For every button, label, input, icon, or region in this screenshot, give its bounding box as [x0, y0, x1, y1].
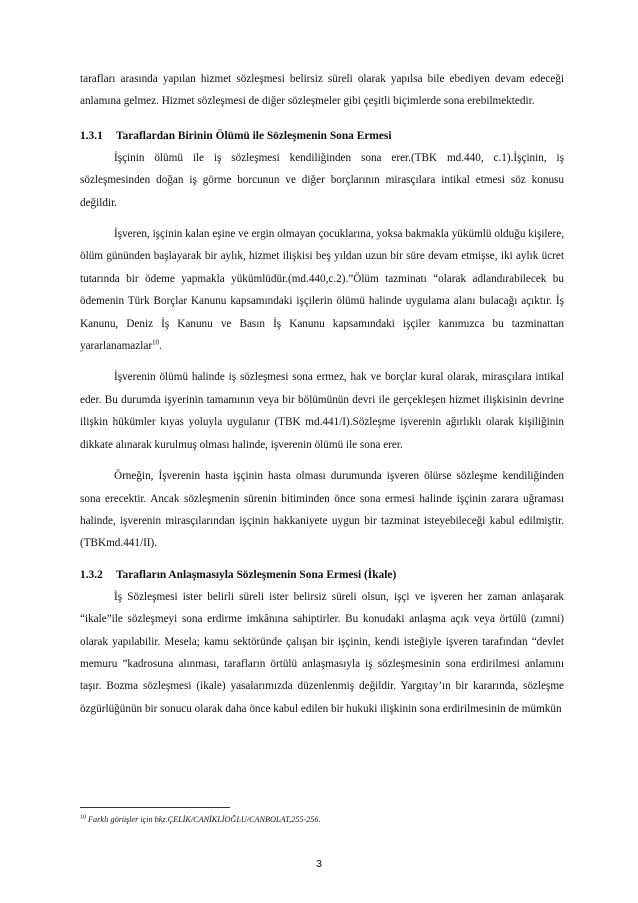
section-heading-1-3-1 — [80, 125, 564, 147]
footnote-divider — [80, 807, 230, 808]
footnote-number: 10 — [80, 814, 86, 821]
section-heading-1-3-2 — [80, 564, 564, 586]
paragraph-text: İşveren, işçinin kalan eşine ve ergin olmayan çocuklarına, yoksa bakmakla yükümlü olduğu kişilere, ölüm gününden başlayarak bir aylık, hizmet ilişkisi beş yıldan uzun bir süre devam etmişse, iki aylık ücret tutarında bir ödeme yapmakla yükümlüdür.(md.440,c.2).”Ölüm tazminatı “olarak adlandırabilecek bu ödemenin Türk Borçlar Kanunu kapsamındaki işçilerin ölümü halinde uygulama alanı bulacağı açıktır. İş Kanunu, Deniz İş Kanunu ve Basın İş Kanunu kapsamındaki işçiler kanımızca bu tazminattan yararlanamazlar — [80, 228, 564, 353]
paragraph-worker-death: İşçinin ölümü ile iş sözleşmesi kendiliğinden sona erer.(TBK md.440, c.1).İşçinin, iş sözleşmesinden doğan iş görme borcunun ve diğer borçlarının mirasçılara intikal etmesi söz konusu değildir. — [80, 151, 564, 209]
paragraph-death-compensation — [80, 223, 564, 357]
footnote — [80, 814, 564, 825]
section-number: 1.3.1 — [80, 129, 103, 142]
footnote-text: Farklı görüşler için bkz.ÇELİK/CANİKLİOĞLU/CANBOLAT,255-256. — [86, 815, 321, 824]
paragraph-employer-death: İşverenin ölümü halinde iş sözleşmesi sona ermez, hak ve borçlar kural olarak, mirasçılara intikal eder. Bu durumda işyerinin tamamının veya bir bölümünün devri ile gerçekleşen hizmet ilişkisinin devrine ilişkin hükümler kıyas yoluyla uygulanır (TBK md.441/I).Sözleşme işverenin ağırlıklı olarak kişiliğinin dikkate alınarak kurulmuş olması halinde, işverenin ölümü ile sona erer. — [80, 371, 564, 451]
page-body — [80, 68, 564, 720]
section-number: 1.3.2 — [80, 568, 103, 581]
paragraph-end: . — [159, 340, 162, 353]
page-number: 3 — [316, 858, 322, 870]
section-title: Taraflardan Birinin Ölümü ile Sözleşmenin Sona Ermesi — [116, 129, 392, 142]
footnote-reference[interactable]: 10 — [152, 338, 160, 347]
paragraph-example: Örneğin, İşverenin hasta işçinin hasta olması durumunda işveren ölürse sözleşme kendiliğinden sona erecektir. Ancak sözleşmenin sürenin bitiminden önce sona ermesi halinde işçinin zarara uğraması halinde, işverenin mirasçılarından işçinin hakkaniyete uygun bir tazminat isteyebileceği kabul edilmiştir.(TBKmd.441/II). — [80, 470, 564, 550]
paragraph-ikale: İş Sözleşmesi ister belirli süreli ister belirsiz süreli olsun, işçi ve işveren her zaman anlaşarak “ikale”ile sözleşmeyi sona erdirme imkânına sahiptirler. Bu konudaki anlaşma açık veya örtülü (zımni) olarak yapılabilir. Mesela; kamu sektöründe çalışan bir işçinin, kendi isteğiyle işveren tarafından “devlet memuru ”kadrosuna alınması, tarafların örtülü anlaşmasıyla iş sözleşmesinin sona erdirilmesi anlamını taşır. Bozma sözleşmesi (ikale) yasalarımızda düzenlenmiş değildir. Yargıtay’ın bir kararında, sözleşme özgürlüğünün bir sonucu olarak daha önce kabul edilen bir hukuki ilişkinin sona erdirilmesinin de mümkün — [80, 590, 564, 715]
paragraph-intro: tarafları arasında yapılan hizmet sözleşmesi belirsiz süreli olarak yapılsa bile ebediyen devam edeceği anlamına gelmez. Hizmet sözleşmesi de diğer sözleşmeler gibi çeşitli biçimlerde sona erebilmektedir. — [80, 73, 564, 108]
section-title: Tarafların Anlaşmasıyla Sözleşmenin Sona Ermesi (İkale) — [116, 568, 397, 581]
